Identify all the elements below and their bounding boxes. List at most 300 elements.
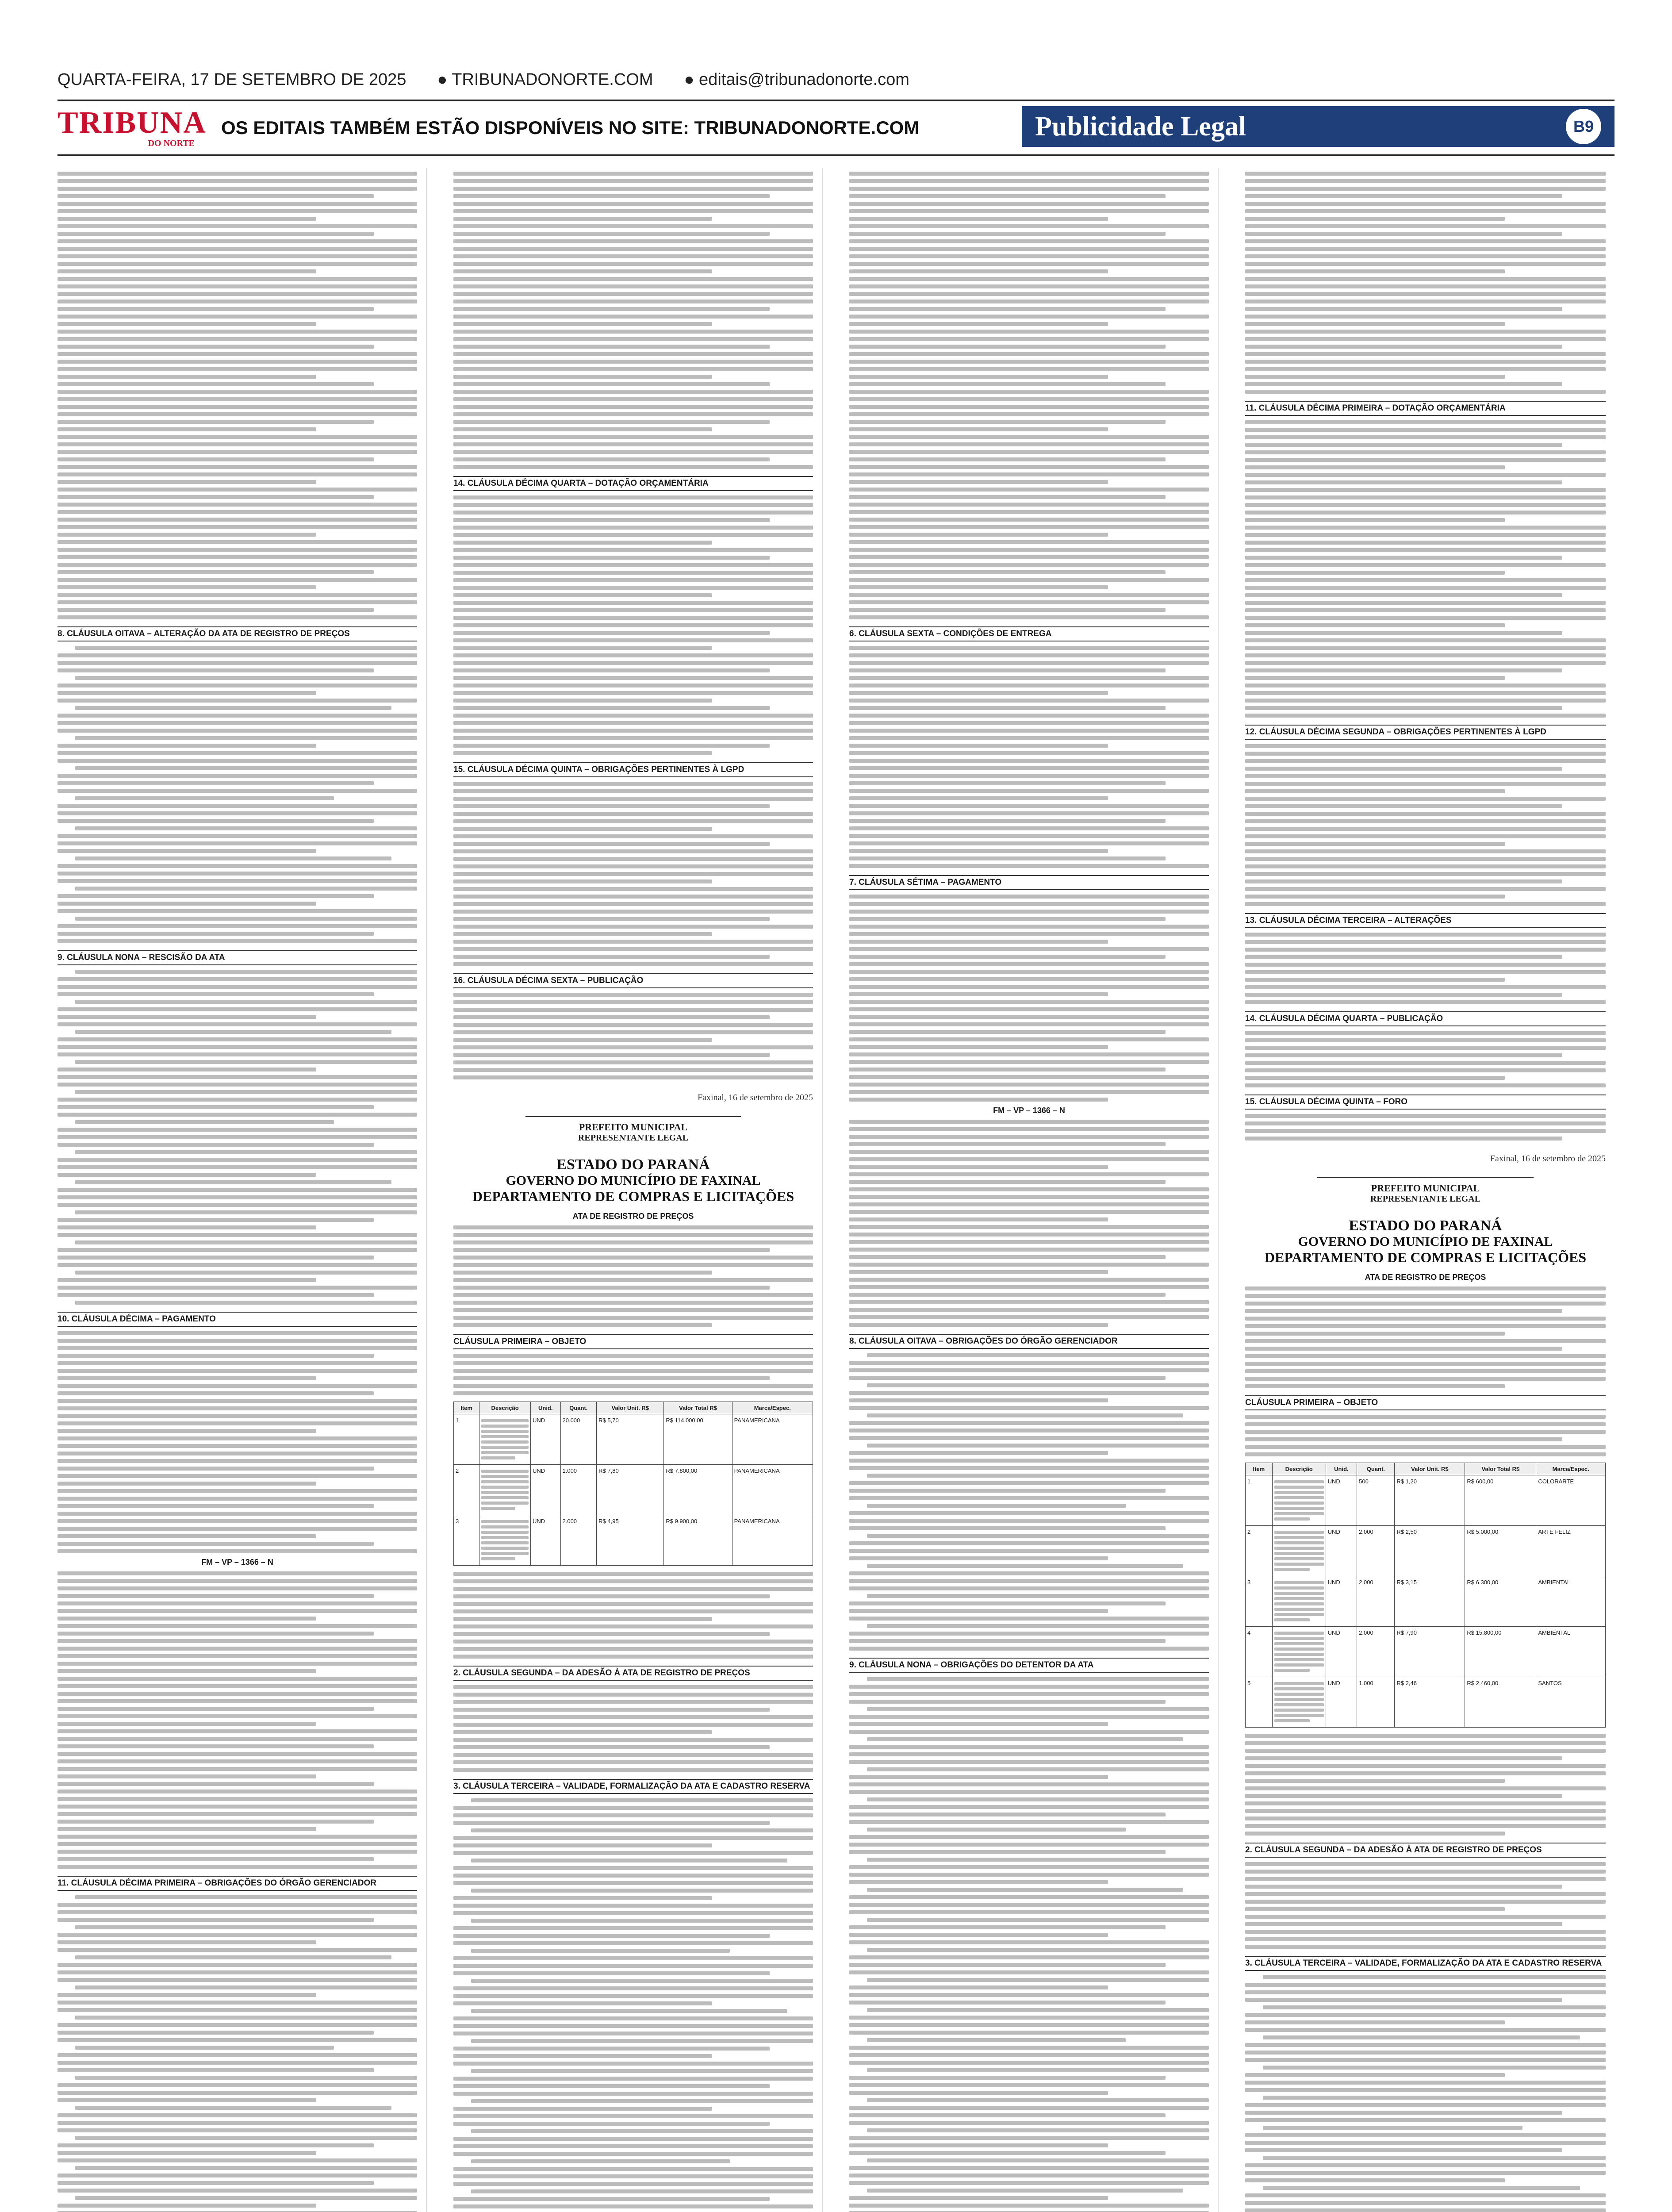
- text-line: [867, 2068, 1209, 2072]
- text-line: [58, 1549, 417, 1553]
- text-line: [849, 548, 1209, 552]
- text-line: [453, 1821, 770, 1825]
- text-line: [453, 1715, 813, 1719]
- text-line: [1274, 1602, 1324, 1605]
- text-line: [58, 533, 316, 537]
- text-line: [58, 397, 417, 401]
- text-line: [867, 2158, 1209, 2162]
- text-line: [453, 1986, 813, 1990]
- text-line: [58, 2031, 374, 2035]
- text-line: [453, 367, 813, 371]
- text-line: [58, 1662, 417, 1666]
- text-line: [849, 1248, 1209, 1252]
- text-line: [849, 1910, 1209, 1914]
- table-cell: R$ 2.460,00: [1465, 1677, 1536, 1728]
- text-line: [58, 879, 417, 883]
- text-line: [58, 1684, 417, 1688]
- text-block: [1245, 1975, 1606, 2212]
- text-line: [1274, 1682, 1324, 1685]
- text-line: [58, 254, 417, 258]
- text-line: [58, 352, 417, 356]
- text-block: [58, 1331, 417, 1553]
- text-line: [1245, 1121, 1606, 1125]
- text-line: [58, 1993, 316, 1997]
- text-line: [453, 1391, 813, 1395]
- text-line: [1245, 608, 1606, 612]
- text-line: [453, 940, 813, 944]
- text-line: [453, 1866, 813, 1870]
- text-line: [453, 902, 813, 906]
- text-line: [849, 1970, 1209, 1974]
- text-line: [849, 1225, 1209, 1229]
- signature-block: [1245, 1154, 1606, 1204]
- department-title: DEPARTAMENTO DE COMPRAS E LICITAÇÕES: [472, 1188, 794, 1204]
- text-line: [1245, 571, 1505, 575]
- text-line: [1245, 661, 1606, 665]
- text-line: [58, 1669, 316, 1673]
- text-line: [58, 307, 374, 311]
- text-line: [58, 480, 316, 484]
- text-line: [58, 902, 316, 906]
- text-line: [58, 232, 374, 236]
- table-cell: R$ 9.900,00: [664, 1515, 732, 1566]
- text-line: [453, 322, 712, 326]
- text-line: [58, 202, 417, 206]
- table-header-row: [454, 1402, 813, 1414]
- text-line: [1245, 239, 1606, 243]
- text-line: [453, 1594, 770, 1598]
- clause-heading: 13. CLÁUSULA DÉCIMA TERCEIRA – ALTERAÇÕES: [1245, 913, 1606, 928]
- text-line: [58, 992, 374, 996]
- text-block: [58, 1571, 417, 1869]
- table-cell: 1: [454, 1414, 479, 1465]
- table-cell: R$ 114.000,00: [664, 1414, 732, 1465]
- text-line: [453, 1060, 813, 1064]
- text-line: [1245, 307, 1562, 311]
- text-line: [453, 676, 813, 680]
- text-line: [1245, 804, 1562, 808]
- column-4: [1245, 168, 1614, 2212]
- text-line: [58, 1248, 417, 1252]
- text-line: [1245, 1000, 1606, 1004]
- text-line: [58, 834, 417, 838]
- text-line: [1263, 2126, 1522, 2130]
- state-title: ESTADO DO PARANÁ: [556, 1156, 710, 1173]
- text-line: [58, 405, 417, 409]
- text-line: [849, 615, 1209, 619]
- table-header-row: [1246, 1463, 1606, 1475]
- text-line: [849, 1308, 1209, 1312]
- text-line: [1245, 541, 1606, 545]
- text-line: [453, 397, 813, 401]
- text-line: [58, 864, 417, 868]
- text-line: [849, 1549, 1209, 1553]
- text-line: [58, 608, 374, 612]
- text-line: [453, 1813, 813, 1817]
- text-line: [58, 1827, 316, 1831]
- text-line: [453, 1994, 813, 1998]
- text-line: [453, 1376, 770, 1380]
- text-line: [849, 2143, 1108, 2147]
- text-line: [471, 2189, 813, 2193]
- text-line: [471, 2159, 730, 2163]
- text-line: [75, 2166, 417, 2170]
- email-link[interactable]: ● editais@tribunadonorte.com: [684, 70, 909, 89]
- text-line: [1245, 269, 1505, 273]
- text-line: [1263, 2005, 1606, 2009]
- text-line: [1245, 1930, 1606, 1934]
- text-line: [58, 1797, 417, 1801]
- text-line: [453, 2001, 712, 2005]
- text-line: [58, 2204, 316, 2208]
- text-line: [453, 1308, 813, 1312]
- text-line: [849, 819, 1166, 823]
- text-line: [453, 2152, 813, 2156]
- text-line: [849, 307, 1166, 311]
- text-line: [849, 2196, 1108, 2200]
- clause-heading: 15. CLÁUSULA DÉCIMA QUINTA – OBRIGAÇÕES PERTINENTES À LGPD: [453, 762, 813, 777]
- text-line: [849, 1172, 1209, 1176]
- text-line: [58, 2128, 417, 2132]
- text-line: [849, 1865, 1209, 1869]
- text-line: [75, 1060, 417, 1064]
- government-title: GOVERNO DO MUNICÍPIO DE FAXINAL: [506, 1173, 761, 1188]
- text-line: [58, 1482, 316, 1486]
- section-header: [1022, 106, 1614, 147]
- text-line: [849, 1519, 1209, 1523]
- state-title: ESTADO DO PARANÁ: [1349, 1217, 1502, 1234]
- text-line: [58, 179, 417, 183]
- clause-heading: 11. CLÁUSULA DÉCIMA PRIMEIRA – OBRIGAÇÕES DO ÓRGÃO GERENCIADOR: [58, 1876, 417, 1891]
- text-line: [58, 1527, 417, 1531]
- text-line: [58, 382, 374, 386]
- text-line: [1245, 2118, 1606, 2122]
- text-line: [1245, 842, 1505, 846]
- text-line: [453, 1256, 813, 1260]
- text-line: [453, 608, 813, 612]
- text-line: [1274, 1517, 1310, 1521]
- text-line: [1245, 1129, 1606, 1133]
- text-line: [1245, 2163, 1606, 2167]
- text-line: [453, 736, 813, 740]
- text-line: [849, 1000, 1209, 1004]
- text-line: [1274, 1613, 1324, 1616]
- text-line: [849, 179, 1209, 183]
- text-line: [58, 2121, 417, 2125]
- bullet-icon: ●: [437, 70, 448, 89]
- text-line: [849, 608, 1166, 612]
- text-line: [1245, 797, 1606, 801]
- text-line: [1274, 1557, 1324, 1560]
- text-line: [58, 729, 417, 733]
- text-line: [1245, 1422, 1606, 1426]
- text-line: [453, 330, 813, 334]
- text-line: [58, 615, 417, 619]
- text-line: [481, 1531, 529, 1534]
- text-line: [453, 1323, 712, 1327]
- text-line: [58, 1940, 316, 1944]
- text-line: [1274, 1709, 1324, 1712]
- text-line: [1245, 834, 1606, 838]
- table-cell: [1272, 1475, 1326, 1526]
- text-line: [453, 277, 813, 281]
- text-line: [58, 819, 374, 823]
- text-line: [75, 1895, 417, 1899]
- text-line: [1245, 1324, 1606, 1328]
- text-line: [58, 472, 417, 476]
- text-line: [453, 1384, 813, 1388]
- text-line: [849, 1466, 1209, 1470]
- text-line: [849, 510, 1209, 514]
- text-line: [849, 729, 1209, 733]
- text-line: [1245, 1076, 1505, 1080]
- text-line: [471, 1919, 813, 1923]
- text-line: [849, 2031, 1209, 2035]
- signature-line: [1317, 1177, 1534, 1178]
- text-line: [58, 789, 417, 793]
- text-line: [453, 209, 813, 213]
- text-line: [58, 1571, 417, 1575]
- text-line: [453, 548, 813, 552]
- text-line: [1245, 872, 1606, 876]
- clause-heading: 6. CLÁUSULA SEXTA – CONDIÇÕES DE ENTREGA: [849, 626, 1209, 641]
- text-line: [849, 796, 1108, 800]
- text-block: [1245, 1114, 1606, 1141]
- text-line: [453, 616, 813, 620]
- text-line: [1245, 1816, 1606, 1820]
- text-line: [75, 736, 417, 740]
- text-line: [1245, 1369, 1606, 1373]
- text-line: [849, 465, 1209, 469]
- text-line: [471, 1859, 787, 1863]
- text-line: [849, 1790, 1209, 1794]
- text-line: [58, 525, 417, 529]
- text-line: [453, 646, 712, 650]
- text-line: [58, 420, 374, 424]
- text-line: [849, 495, 1166, 499]
- text-line: [849, 277, 1209, 281]
- text-line: [849, 684, 1209, 687]
- text-line: [1245, 345, 1562, 349]
- text-line: [75, 796, 334, 800]
- table-cell: UND: [1326, 1627, 1357, 1677]
- text-line: [453, 442, 813, 446]
- text-line: [849, 518, 1209, 522]
- text-line: [75, 970, 417, 974]
- text-line: [1245, 1437, 1562, 1441]
- text-line: [453, 427, 712, 431]
- text-line: [453, 352, 813, 356]
- text-line: [1245, 653, 1606, 657]
- text-block: [1245, 420, 1606, 718]
- items-table: [1245, 1463, 1606, 1728]
- text-line: [849, 1090, 1209, 1094]
- text-line: [1274, 1642, 1324, 1645]
- text-line: [453, 2054, 712, 2058]
- site-link[interactable]: ● TRIBUNADONORTE.COM: [437, 70, 653, 89]
- text-line: [849, 209, 1209, 213]
- text-line: [58, 1135, 417, 1139]
- table-cell: R$ 7,80: [597, 1465, 664, 1515]
- text-line: [849, 1985, 1108, 1989]
- text-line: [58, 262, 417, 266]
- text-line: [58, 540, 417, 544]
- table-cell: R$ 7.800,00: [664, 1465, 732, 1515]
- text-line: [1245, 2043, 1606, 2047]
- text-line: [453, 2174, 813, 2178]
- text-line: [849, 992, 1108, 996]
- text-line: [1263, 2035, 1580, 2039]
- text-line: [58, 849, 316, 853]
- text-line: [453, 526, 813, 530]
- text-line: [453, 300, 813, 303]
- text-line: [849, 533, 1108, 537]
- text-line: [1245, 1415, 1606, 1419]
- text-line: [1245, 586, 1606, 590]
- text-line: [1245, 2051, 1606, 2055]
- text-line: [58, 1022, 417, 1026]
- text-line: [1245, 789, 1505, 793]
- text-line: [849, 1835, 1209, 1839]
- text-line: [481, 1491, 529, 1494]
- text-line: [481, 1446, 529, 1449]
- text-line: [849, 1285, 1209, 1289]
- text-line: [58, 932, 374, 936]
- text-line: [58, 1263, 417, 1267]
- text-line: [58, 1105, 374, 1109]
- text-line: [58, 570, 374, 574]
- text-line: [849, 1730, 1209, 1734]
- text-line: [849, 427, 1108, 431]
- text-line: [1245, 1922, 1562, 1926]
- notice-title-block: [1245, 1217, 1606, 1266]
- text-line: [849, 352, 1209, 356]
- text-line: [1274, 1663, 1324, 1667]
- text-line: [58, 1970, 417, 1974]
- text-line: [481, 1470, 529, 1473]
- text-line: [1245, 428, 1606, 432]
- text-line: [453, 932, 712, 936]
- text-block: [849, 895, 1209, 1102]
- text-line: [58, 1835, 417, 1839]
- text-line: [453, 382, 770, 386]
- text-line: [58, 1512, 417, 1516]
- table-cell: SANTOS: [1536, 1677, 1606, 1728]
- clause-heading: 8. CLÁUSULA OITAVA – OBRIGAÇÕES DO ÓRGÃO GERENCIADOR: [849, 1334, 1209, 1349]
- text-line: [58, 1361, 417, 1365]
- text-line: [1245, 2013, 1606, 2017]
- table-cell: 500: [1357, 1475, 1395, 1526]
- text-line: [75, 2016, 417, 2020]
- text-line: [58, 714, 417, 718]
- text-line: [453, 232, 770, 236]
- text-line: [75, 1925, 417, 1929]
- text-line: [481, 1496, 529, 1499]
- text-line: [453, 405, 813, 409]
- text-line: [867, 1858, 1209, 1862]
- text-line: [58, 872, 417, 876]
- text-line: [453, 1008, 813, 1012]
- text-line: [1245, 706, 1562, 710]
- text-line: [481, 1507, 515, 1510]
- text-line: [471, 2009, 787, 2013]
- text-line: [849, 2174, 1209, 2177]
- text-line: [849, 202, 1209, 206]
- text-line: [1274, 1719, 1310, 1722]
- text-line: [58, 1594, 374, 1598]
- text-line: [58, 2098, 316, 2102]
- text-line: [58, 2189, 417, 2193]
- text-line: [849, 2046, 1209, 2050]
- text-line: [867, 1564, 1183, 1568]
- text-line: [849, 781, 1166, 785]
- text-line: [58, 1165, 417, 1169]
- text-line: [849, 661, 1209, 665]
- text-line: [471, 1798, 813, 1802]
- text-line: [75, 1985, 417, 1989]
- table-cell: 20.000: [560, 1414, 597, 1465]
- text-line: [453, 1369, 813, 1373]
- text-line: [849, 895, 1209, 899]
- text-line: [849, 194, 1166, 198]
- text-line: [867, 1828, 1126, 1832]
- clause-heading: 2. CLÁUSULA SEGUNDA – DA ADESÃO À ATA DE REGISTRO DE PREÇOS: [453, 1666, 813, 1681]
- column-1: [58, 168, 427, 2212]
- text-line: [849, 1037, 1209, 1041]
- text-line: [453, 1768, 813, 1772]
- text-line: [453, 1708, 770, 1712]
- text-line: [849, 1135, 1209, 1139]
- text-line: [58, 1278, 316, 1282]
- text-line: [453, 849, 813, 853]
- text-line: [849, 1127, 1209, 1131]
- text-line: [867, 1353, 1209, 1357]
- text-line: [58, 1729, 417, 1733]
- table-header-cell: Unid.: [1326, 1463, 1357, 1475]
- table-cell: UND: [530, 1414, 560, 1465]
- text-line: [849, 2181, 1209, 2185]
- text-line: [453, 586, 813, 590]
- clause-heading: 11. CLÁUSULA DÉCIMA PRIMEIRA – DOTAÇÃO ORÇAMENTÁRIA: [1245, 401, 1606, 416]
- text-block: [453, 172, 813, 469]
- table-cell: R$ 5.000,00: [1465, 1526, 1536, 1576]
- text-block: [1245, 744, 1606, 906]
- text-line: [58, 1218, 374, 1222]
- text-line: [453, 284, 813, 288]
- text-line: [867, 1677, 1209, 1681]
- text-line: [453, 879, 712, 883]
- text-block: [1245, 1031, 1606, 1087]
- text-line: [58, 1467, 374, 1471]
- clause-heading: CLÁUSULA PRIMEIRA – OBJETO: [453, 1334, 813, 1349]
- text-line: [849, 1993, 1209, 1997]
- text-line: [1274, 1687, 1324, 1690]
- text-line: [849, 2121, 1209, 2125]
- text-line: [849, 322, 1108, 326]
- text-line: [849, 932, 1209, 936]
- text-line: [867, 1797, 1209, 1801]
- text-line: [58, 1113, 417, 1117]
- text-line: [1274, 1703, 1324, 1706]
- table-cell: PANAMERICANA: [732, 1515, 813, 1566]
- signer-role: REPRESENTANTE LEGAL: [578, 1133, 689, 1143]
- text-line: [58, 300, 417, 303]
- text-line: [849, 585, 1108, 589]
- text-line: [849, 2061, 1209, 2065]
- text-line: [58, 390, 417, 394]
- text-line: [867, 1594, 1209, 1598]
- text-line: [481, 1475, 529, 1478]
